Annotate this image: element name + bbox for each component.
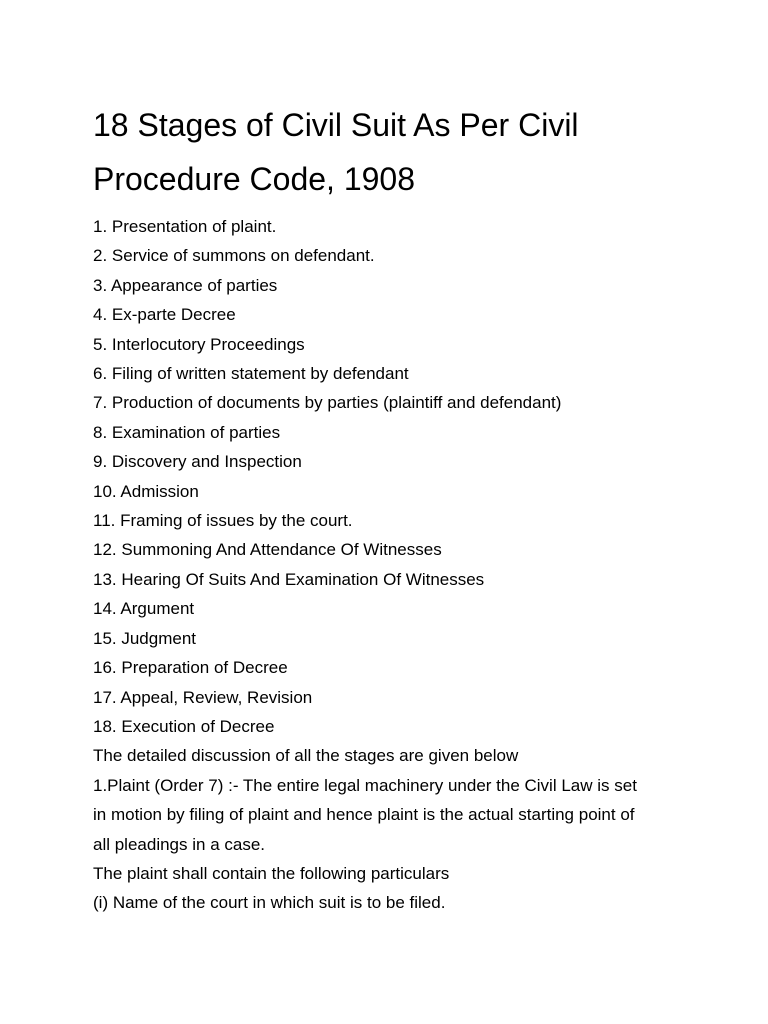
document-page: [93, 98, 693, 918]
particulars-intro: The plaint shall contain the following particulars: [93, 863, 450, 883]
list-item: 10. Admission: [93, 481, 199, 501]
plaint-paragraph-line: all pleadings in a case.: [93, 834, 266, 854]
list-item: 6. Filing of written statement by defendant: [93, 364, 409, 384]
intro-paragraph: The detailed discussion of all the stages are given below: [93, 746, 519, 766]
particular-item: (i) Name of the court in which suit is to be filed.: [93, 893, 446, 913]
stages-list: [93, 212, 693, 741]
document-body: [93, 741, 693, 917]
list-item: 14. Argument: [93, 599, 195, 619]
list-item: 11. Framing of issues by the court.: [93, 511, 353, 531]
title-line-2: Procedure Code, 1908: [93, 161, 415, 197]
list-item: 3. Appearance of parties: [93, 275, 278, 295]
list-item: 4. Ex-parte Decree: [93, 305, 236, 325]
list-item: 5. Interlocutory Proceedings: [93, 334, 305, 354]
list-item: 7. Production of documents by parties (plaintiff and defendant): [93, 393, 562, 413]
list-item: 1. Presentation of plaint.: [93, 217, 277, 236]
list-item: 17. Appeal, Review, Revision: [93, 687, 313, 707]
plaint-paragraph-line: in motion by filing of plaint and hence plaint is the actual starting point of: [93, 805, 635, 825]
document-title: [93, 98, 693, 206]
list-item: 2. Service of summons on defendant.: [93, 246, 375, 266]
list-item: 18. Execution of Decree: [93, 716, 275, 736]
list-item: 12. Summoning And Attendance Of Witnesses: [93, 540, 442, 560]
title-line-1: 18 Stages of Civil Suit As Per Civil: [93, 107, 579, 143]
plaint-paragraph-line: 1.Plaint (Order 7) :- The entire legal machinery under the Civil Law is set: [93, 775, 637, 795]
list-item: 15. Judgment: [93, 628, 197, 648]
list-item: 13. Hearing Of Suits And Examination Of Witnesses: [93, 569, 485, 589]
list-item: 16. Preparation of Decree: [93, 658, 288, 678]
list-item: 9. Discovery and Inspection: [93, 452, 302, 472]
list-item: 8. Examination of parties: [93, 422, 281, 442]
